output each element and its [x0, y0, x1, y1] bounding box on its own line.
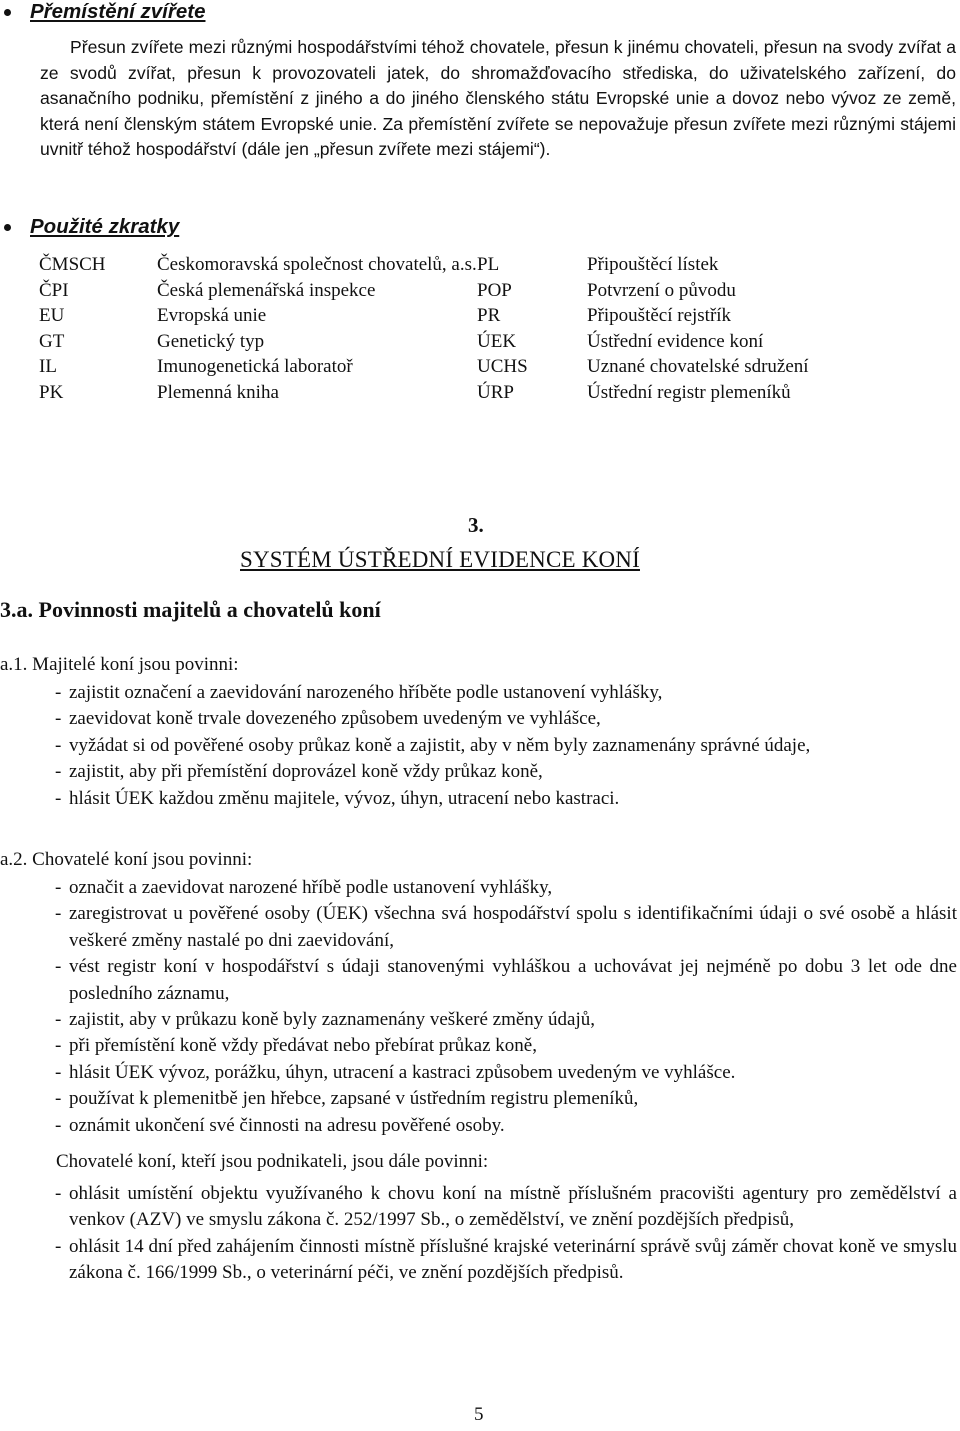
list-item: - zajistit, aby v průkazu koně byly zaznamenány veškeré změny údajů,	[55, 1007, 957, 1033]
list-item: - ohlásit umístění objektu využívaného k chovu koní na místně příslušném pracovišti agentury pro zemědělství a venkov (AZV) ve smyslu zákona č. 252/1997 Sb., o zemědělství, ve znění pozdějších předpisů,	[55, 1181, 957, 1234]
abbreviation: ÚRP	[477, 381, 514, 403]
abbreviation-meaning: Připouštěcí lístek	[587, 254, 719, 275]
list-item: - označit a zaevidovat narozené hříbě podle ustanovení vyhlášky,	[55, 875, 957, 901]
abbreviation-meaning: Plemenná kniha	[157, 381, 279, 403]
abbreviation-meaning: Českomoravská společnost chovatelů, a.s.	[157, 254, 477, 275]
abbreviation: PL	[477, 254, 500, 275]
list-item: - hlásit ÚEK vývoz, porážku, úhyn, utracení a kastraci způsobem uvedeným ve vyhlášce.	[55, 1060, 957, 1086]
abbreviation-row	[39, 354, 809, 380]
abbreviation-meaning: Ústřední registr plemeníků	[587, 381, 791, 403]
abbreviation: ČMSCH	[39, 254, 106, 275]
chapter-number: 3.	[468, 513, 484, 537]
abbreviation: POP	[477, 279, 512, 301]
list-item: - vést registr koní v hospodářství s údaji stanovenými vyhláškou a uchovávat jej nejméně po dobu 3 let ode dne posledního záznamu,	[55, 954, 957, 1007]
abbreviation-meaning: Uznané chovatelské sdružení	[587, 356, 809, 377]
abbreviation: IL	[39, 356, 57, 377]
list-item: - ohlásit 14 dní před zahájením činnosti místně příslušné krajské veterinární správě svůj záměr chovat koně ve smyslu zákona č. 166/1999 Sb., o veterinární péči, ve znění pozdějších předpisů.	[55, 1234, 957, 1287]
abbreviation-meaning: Evropská unie	[157, 305, 267, 326]
abbreviation-meaning: Imunogenetická laboratoř	[157, 356, 353, 377]
transfer-paragraph: Přesun zvířete mezi různými hospodářstvími téhož chovatele, přesun k jinému chovateli, přesun na svody zvířat a ze svodů zvířat, přesun k provozovateli jatek, do shromažďovacího střediska, do uživatelského zařízení, do asanačního podniku, přemístění z jiného a do jiného členského státu Evropské unie a dovoz nebo vývoz ze země, která není členským státem Evropské unie. Za přemístění zvířete se nepovažuje přesun zvířete mezi různými stájemi uvnitř téhož hospodářství (dále jen „přesun zvířete mezi stájemi“).	[40, 37, 956, 159]
abbreviation-row	[39, 329, 809, 355]
list-item: - zajistit označení a zaevidování narozeného hříběte podle ustanovení vyhlášky,	[55, 680, 957, 706]
abbreviation-row	[39, 252, 809, 278]
owners-duty-list	[55, 680, 957, 812]
entrepreneurs-duty-list	[55, 1181, 957, 1287]
list-item: - vyžádat si od pověřené osoby průkaz koně a zajistit, aby v něm byly zaznamenány správné údaje,	[55, 733, 957, 759]
list-item: - oznámit ukončení své činnosti na adresu pověřené osoby.	[55, 1113, 957, 1139]
section-heading-abbreviations: Použité zkratky	[30, 215, 180, 238]
owners-heading: a.1. Majitelé koní jsou povinni:	[0, 654, 239, 675]
breeders-heading: a.2. Chovatelé koní jsou povinni:	[0, 849, 253, 870]
chapter-subtitle: 3.a. Povinnosti majitelů a chovatelů koní	[0, 597, 381, 622]
abbreviation: ČPI	[39, 279, 69, 301]
list-item: - hlásit ÚEK každou změnu majitele, vývoz, úhyn, utracení nebo kastraci.	[55, 786, 957, 812]
abbreviation-row	[39, 303, 809, 329]
abbreviation: PR	[477, 305, 501, 326]
list-item: - používat k plemenitbě jen hřebce, zapsané v ústředním registru plemeníků,	[55, 1086, 957, 1112]
list-item: - při přemístění koně vždy předávat nebo přebírat průkaz koně,	[55, 1033, 957, 1059]
chapter-title: SYSTÉM ÚSTŘEDNÍ EVIDENCE KONÍ	[240, 547, 640, 572]
bullet-icon	[4, 9, 11, 16]
list-item: - zajistit, aby při přemístění doprovázel koně vždy průkaz koně,	[55, 759, 957, 785]
abbreviation: PK	[39, 381, 64, 403]
section-heading-transfer: Přemístění zvířete	[30, 0, 206, 23]
abbreviation: GT	[39, 330, 65, 352]
abbreviation-meaning: Potvrzení o původu	[587, 279, 736, 301]
abbreviation: UCHS	[477, 356, 528, 377]
abbreviation-row	[39, 278, 809, 304]
abbreviation: ÚEK	[477, 330, 517, 352]
abbreviation-row	[39, 380, 809, 406]
abbreviation: EU	[39, 305, 65, 326]
abbreviation-meaning: Genetický typ	[157, 330, 265, 352]
breeders-duty-list	[55, 875, 957, 1139]
list-item: - zaregistrovat u pověřené osoby (ÚEK) všechna svá hospodářství spolu s identifikačními údaji o své osobě a hlásit veškeré změny nastalé po dni zaevidování,	[55, 901, 957, 954]
page-number: 5	[474, 1404, 484, 1425]
entrepreneurs-heading: Chovatelé koní, kteří jsou podnikateli, jsou dále povinni:	[56, 1151, 489, 1172]
abbreviation-meaning: Ústřední evidence koní	[587, 330, 764, 352]
abbreviation-meaning: Připouštěcí rejstřík	[587, 305, 732, 326]
bullet-icon	[4, 224, 11, 231]
list-item: - zaevidovat koně trvale dovezeného způsobem uvedeným ve vyhlášce,	[55, 706, 957, 732]
abbreviations-table	[39, 252, 809, 405]
abbreviation-meaning: Česká plemenářská inspekce	[157, 279, 376, 301]
